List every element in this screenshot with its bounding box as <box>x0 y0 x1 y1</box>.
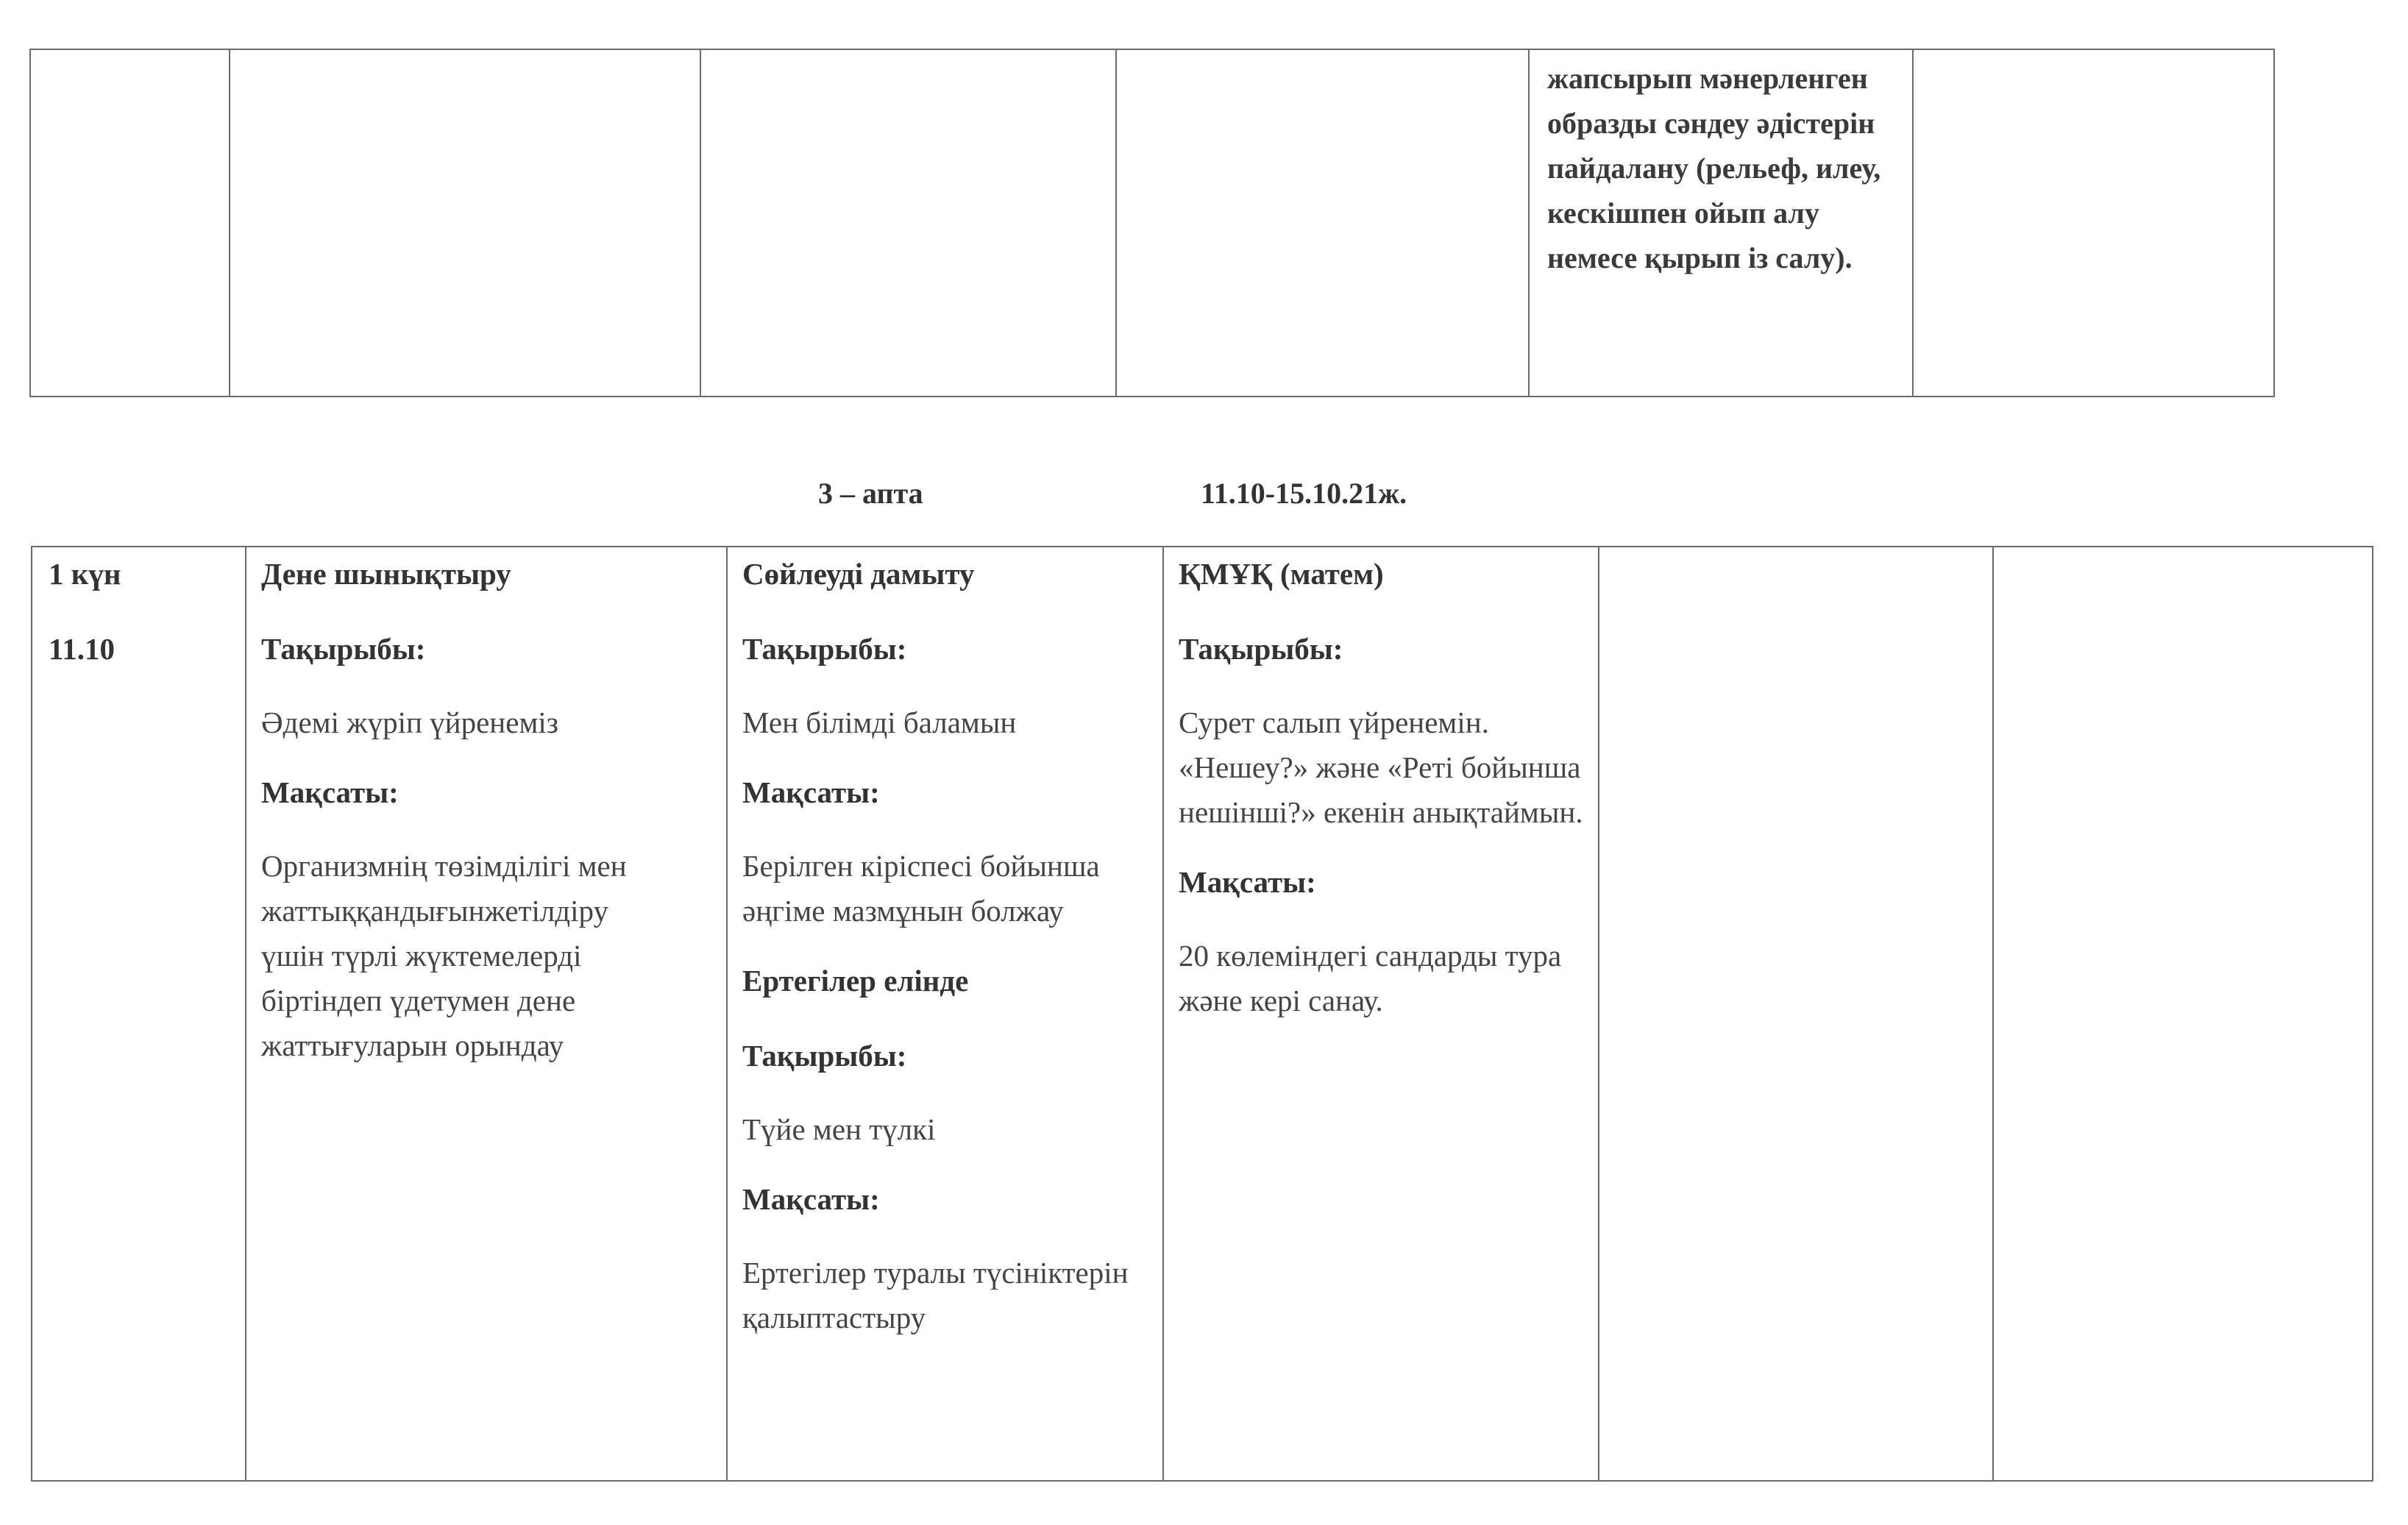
top-cell-3 <box>1116 49 1529 397</box>
goal-label: Мақсаты: <box>742 775 880 809</box>
subject-title: Сөйлеуді дамыту <box>742 557 975 591</box>
goal-text: Берілген кіріспесі бойынша әңгіме мазмұнын болжау <box>742 849 1100 928</box>
goal-label-2: Мақсаты: <box>742 1182 880 1216</box>
week-dates: 11.10-15.10.21ж. <box>1201 477 1407 510</box>
topic-label: Тақырыбы: <box>742 632 907 666</box>
top-cell-4 <box>1529 49 1913 397</box>
subject-title: ҚМҰҚ (матем) <box>1179 557 1384 591</box>
goal-text-2: Ертегілер туралы түсініктерін қалыптастыру <box>742 1256 1129 1334</box>
previous-week-table <box>29 49 2275 397</box>
topic-label: Тақырыбы: <box>261 632 426 666</box>
week-label: 3 – апта <box>818 477 923 510</box>
goal-text: 20 көлеміндегі сандарды тура және кері санау. <box>1179 939 1562 1017</box>
subject-title-2: Ертегілер елінде <box>742 964 969 998</box>
topic-text-2: Түйе мен түлкі <box>742 1112 936 1146</box>
topic-text: Әдемі жүріп үйренеміз <box>261 705 558 739</box>
top-cell-5 <box>1913 49 2274 397</box>
goal-text: Организмнің төзімділігі мен жаттыққандығынжетілдіру үшін түрлі жүктемелерді біртіндеп үдетумен дене жаттығуларын орындау <box>261 849 627 1062</box>
continuation-text: жапсырып мәнерленген образды сәндеу әдістерін пайдалану (рельеф, илеу, кескішпен ойып алу немесе қырып із салу). <box>1547 62 1881 274</box>
top-cell-day <box>30 49 230 397</box>
weekly-plan-table <box>31 546 2373 1482</box>
top-cell-1 <box>230 49 700 397</box>
subject-cell-physical-education <box>246 547 727 1481</box>
empty-cell-6 <box>1993 547 2373 1481</box>
subject-cell-speech-development <box>727 547 1163 1481</box>
topic-text: Мен білімді баламын <box>742 705 1017 739</box>
topic-label-2: Тақырыбы: <box>742 1039 907 1073</box>
day-label: 1 күн <box>49 557 121 591</box>
goal-label: Мақсаты: <box>1179 865 1316 899</box>
top-cell-2 <box>700 49 1116 397</box>
subject-cell-math <box>1163 547 1599 1481</box>
goal-label: Мақсаты: <box>261 775 399 809</box>
topic-text: Сурет салып үйренемін. «Нешеу?» және «Реті бойынша нешінші?» екенін анықтаймын. <box>1179 705 1583 829</box>
subject-title: Дене шынықтыру <box>261 557 511 591</box>
day-cell <box>32 547 246 1481</box>
empty-cell-5 <box>1599 547 1993 1481</box>
day-date: 11.10 <box>49 632 115 666</box>
topic-label: Тақырыбы: <box>1179 632 1343 666</box>
